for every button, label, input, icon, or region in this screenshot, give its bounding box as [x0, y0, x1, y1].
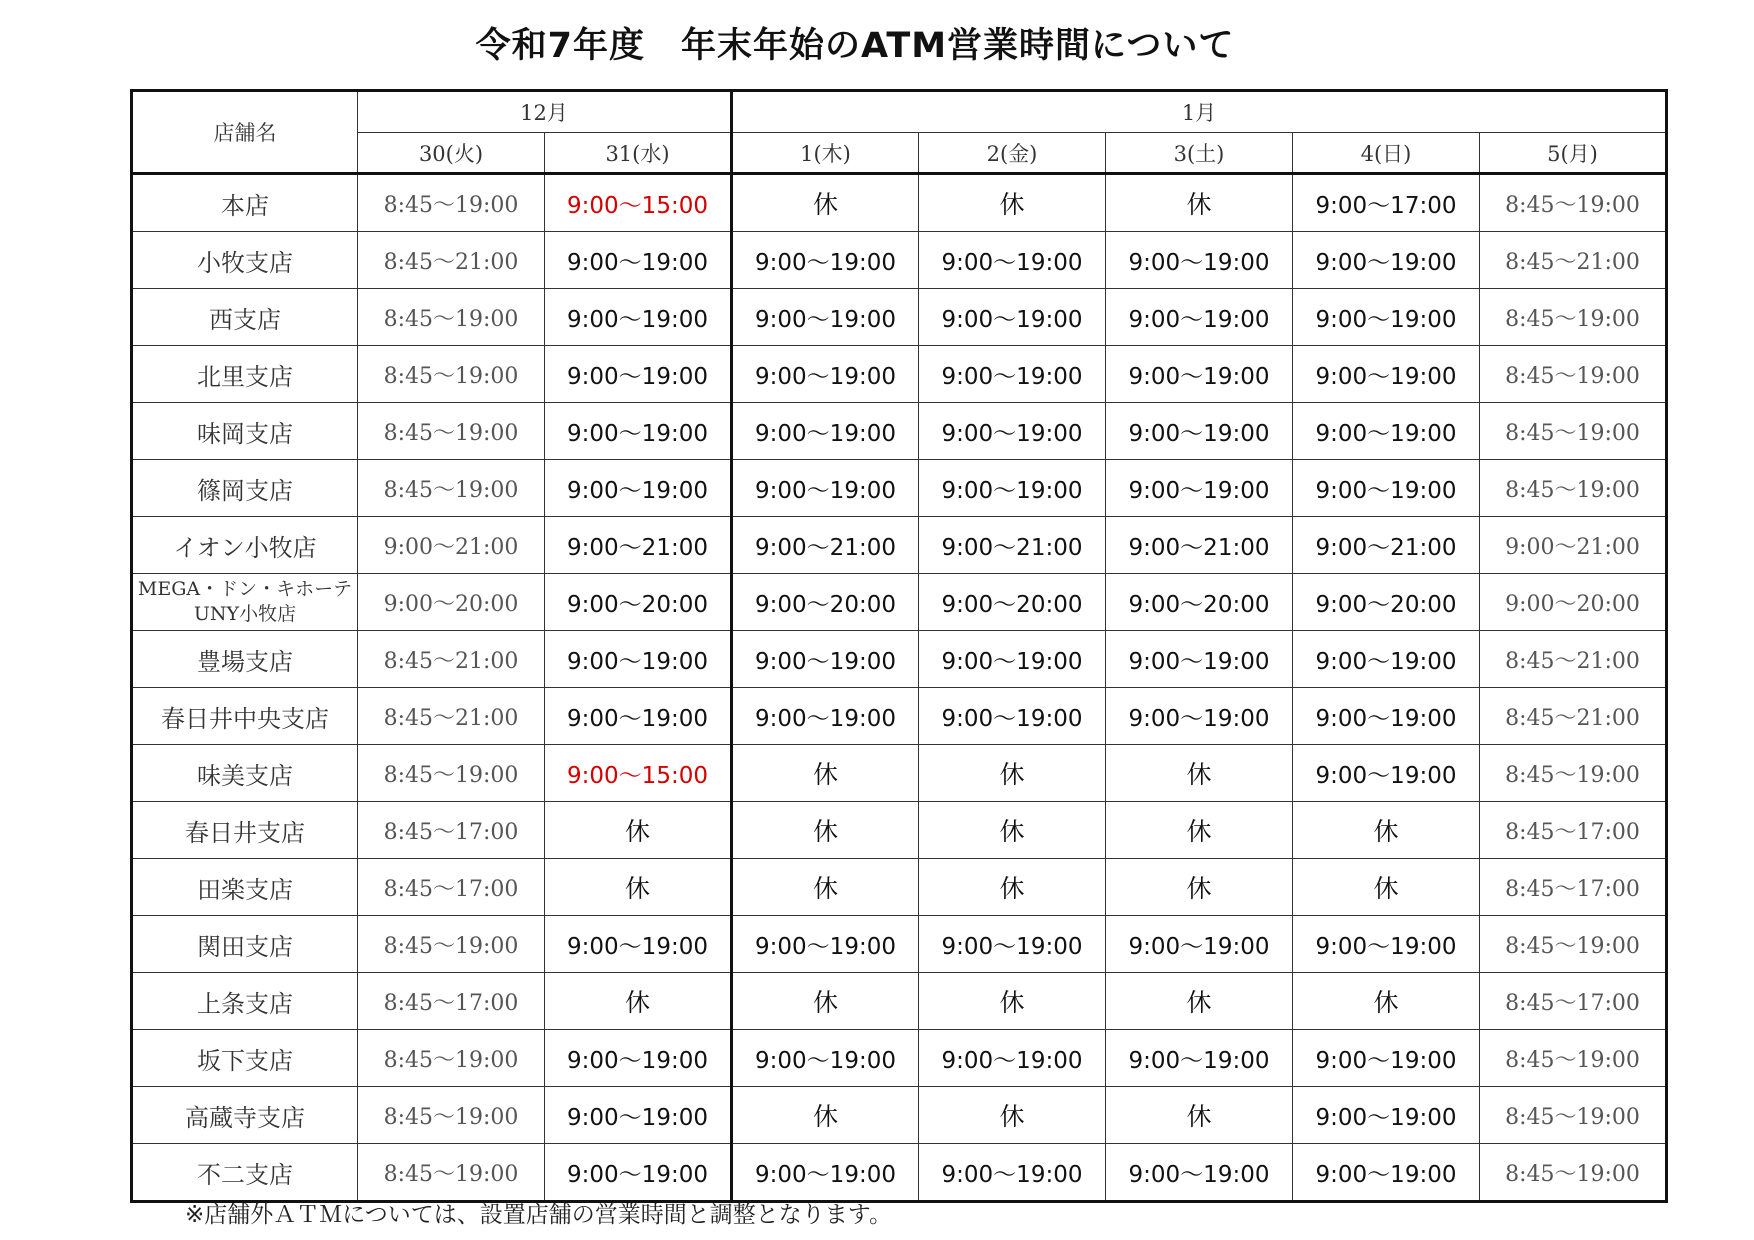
closed-cell: 休: [545, 973, 732, 1030]
day-header: 4(日): [1293, 133, 1480, 174]
month-header-january: 1月: [732, 91, 1667, 133]
hours-cell: 9:00～20:00: [1293, 574, 1480, 631]
hours-cell: 9:00～19:00: [1293, 460, 1480, 517]
hours-cell: 9:00～19:00: [732, 289, 919, 346]
hours-cell: 9:00～19:00: [1106, 346, 1293, 403]
hours-cell: 9:00～21:00: [1293, 517, 1480, 574]
hours-cell: 9:00～21:00: [1480, 517, 1667, 574]
month-header-row: [132, 91, 1667, 133]
hours-cell: 9:00～19:00: [1106, 289, 1293, 346]
table-row: [132, 1144, 1667, 1202]
hours-cell: 9:00～21:00: [919, 517, 1106, 574]
hours-cell: 8:45～19:00: [1480, 1144, 1667, 1202]
hours-cell: 9:00～19:00: [919, 346, 1106, 403]
hours-cell: 8:45～21:00: [1480, 232, 1667, 289]
footnote: ※店舗外ＡＴＭについては、設置店舗の営業時間と調整となります。: [185, 1202, 892, 1228]
hours-cell: 9:00～19:00: [1106, 232, 1293, 289]
closed-cell: 休: [919, 973, 1106, 1030]
table-row: [132, 460, 1667, 517]
store-name-cell: 豊場支店: [132, 631, 358, 688]
hours-cell: 9:00～19:00: [1106, 1144, 1293, 1202]
hours-cell: 8:45～19:00: [1480, 1087, 1667, 1144]
closed-cell: 休: [732, 802, 919, 859]
hours-cell: 9:00～19:00: [732, 232, 919, 289]
table-row: [132, 346, 1667, 403]
hours-cell: 8:45～17:00: [358, 802, 545, 859]
hours-cell: 8:45～19:00: [1480, 289, 1667, 346]
closed-cell: 休: [1106, 802, 1293, 859]
hours-cell: 9:00～19:00: [919, 460, 1106, 517]
closed-cell: 休: [1293, 802, 1480, 859]
hours-cell: 9:00～19:00: [1293, 1087, 1480, 1144]
hours-cell: 8:45～21:00: [1480, 688, 1667, 745]
table-row: [132, 403, 1667, 460]
hours-cell: 9:00～19:00: [919, 916, 1106, 973]
hours-cell: 9:00～19:00: [545, 460, 732, 517]
hours-cell: 9:00～19:00: [1293, 346, 1480, 403]
day-header-row: [132, 133, 1667, 174]
hours-cell: 8:45～19:00: [358, 174, 545, 232]
closed-cell: 休: [1293, 973, 1480, 1030]
closed-cell: 休: [919, 745, 1106, 802]
table-row: [132, 174, 1667, 232]
hours-cell: 9:00～17:00: [1293, 174, 1480, 232]
hours-cell: 9:00～20:00: [545, 574, 732, 631]
closed-cell: 休: [919, 1087, 1106, 1144]
day-header: 30(火): [358, 133, 545, 174]
table-row: [132, 232, 1667, 289]
hours-cell: 8:45～19:00: [358, 346, 545, 403]
store-name-header: 店舗名: [132, 91, 358, 174]
table-row: [132, 1087, 1667, 1144]
hours-cell: 9:00～15:00: [545, 174, 732, 232]
hours-cell: 9:00～19:00: [1106, 916, 1293, 973]
hours-cell: 8:45～19:00: [1480, 174, 1667, 232]
hours-cell: 8:45～17:00: [1480, 859, 1667, 916]
hours-cell: 9:00～19:00: [1293, 631, 1480, 688]
hours-cell: 9:00～20:00: [1106, 574, 1293, 631]
closed-cell: 休: [732, 745, 919, 802]
hours-cell: 9:00～19:00: [1293, 745, 1480, 802]
hours-cell: 9:00～19:00: [1106, 403, 1293, 460]
hours-cell: 9:00～21:00: [358, 517, 545, 574]
hours-cell: 8:45～19:00: [358, 1144, 545, 1202]
hours-cell: 9:00～19:00: [1106, 460, 1293, 517]
hours-cell: 9:00～19:00: [732, 1030, 919, 1087]
closed-cell: 休: [919, 174, 1106, 232]
hours-cell: 9:00～19:00: [732, 631, 919, 688]
store-name-cell: 味岡支店: [132, 403, 358, 460]
hours-cell: 9:00～19:00: [545, 403, 732, 460]
closed-cell: 休: [545, 802, 732, 859]
table-row: [132, 688, 1667, 745]
hours-cell: 9:00～19:00: [1293, 1144, 1480, 1202]
hours-cell: 9:00～21:00: [545, 517, 732, 574]
hours-cell: 9:00～19:00: [919, 1144, 1106, 1202]
hours-cell: 9:00～19:00: [732, 403, 919, 460]
hours-cell: 9:00～19:00: [545, 1087, 732, 1144]
hours-cell: 9:00～19:00: [732, 1144, 919, 1202]
table-row: [132, 574, 1667, 631]
store-name-cell: 春日井中央支店: [132, 688, 358, 745]
closed-cell: 休: [1106, 973, 1293, 1030]
hours-cell: 8:45～17:00: [358, 859, 545, 916]
hours-cell: 9:00～19:00: [919, 289, 1106, 346]
store-name-cell: 味美支店: [132, 745, 358, 802]
table-row: [132, 973, 1667, 1030]
closed-cell: 休: [1293, 859, 1480, 916]
hours-cell: 8:45～21:00: [1480, 631, 1667, 688]
hours-cell: 8:45～19:00: [358, 1087, 545, 1144]
hours-cell: 9:00～21:00: [732, 517, 919, 574]
hours-cell: 9:00～20:00: [732, 574, 919, 631]
hours-cell: 9:00～19:00: [1293, 1030, 1480, 1087]
hours-cell: 8:45～19:00: [1480, 346, 1667, 403]
store-name-cell: 不二支店: [132, 1144, 358, 1202]
hours-cell: 9:00～19:00: [545, 1144, 732, 1202]
hours-cell: 8:45～19:00: [358, 403, 545, 460]
store-name-cell: 高蔵寺支店: [132, 1087, 358, 1144]
day-header: 3(土): [1106, 133, 1293, 174]
day-header: 1(木): [732, 133, 919, 174]
table-row: [132, 745, 1667, 802]
hours-cell: 8:45～17:00: [358, 973, 545, 1030]
store-name-cell: 西支店: [132, 289, 358, 346]
hours-cell: 9:00～21:00: [1106, 517, 1293, 574]
hours-cell: 9:00～19:00: [919, 688, 1106, 745]
hours-cell: 9:00～19:00: [545, 688, 732, 745]
hours-cell: 9:00～19:00: [1106, 688, 1293, 745]
hours-cell: 9:00～19:00: [919, 631, 1106, 688]
hours-cell: 9:00～19:00: [1293, 916, 1480, 973]
hours-cell: 9:00～20:00: [358, 574, 545, 631]
day-header: 2(金): [919, 133, 1106, 174]
hours-cell: 9:00～19:00: [919, 1030, 1106, 1087]
closed-cell: 休: [732, 859, 919, 916]
hours-cell: 9:00～19:00: [1293, 403, 1480, 460]
store-name-cell: 上条支店: [132, 973, 358, 1030]
hours-cell: 8:45～19:00: [358, 1030, 545, 1087]
closed-cell: 休: [1106, 1087, 1293, 1144]
hours-cell: 9:00～19:00: [732, 346, 919, 403]
store-name-cell: 篠岡支店: [132, 460, 358, 517]
hours-cell: 8:45～19:00: [358, 916, 545, 973]
hours-cell: 9:00～19:00: [1293, 289, 1480, 346]
day-header: 31(水): [545, 133, 732, 174]
hours-cell: 9:00～19:00: [919, 232, 1106, 289]
hours-cell: 9:00～20:00: [1480, 574, 1667, 631]
store-name-cell: 小牧支店: [132, 232, 358, 289]
hours-cell: 9:00～19:00: [545, 631, 732, 688]
hours-cell: 9:00～19:00: [1293, 688, 1480, 745]
store-name-cell: 田楽支店: [132, 859, 358, 916]
hours-cell: 8:45～19:00: [1480, 403, 1667, 460]
day-header: 5(月): [1480, 133, 1667, 174]
hours-cell: 9:00～19:00: [545, 232, 732, 289]
hours-cell: 9:00～19:00: [732, 688, 919, 745]
page-title: 令和7年度 年末年始のATM営業時間について: [475, 26, 1235, 66]
hours-cell: 9:00～19:00: [1293, 232, 1480, 289]
hours-cell: 9:00～19:00: [545, 916, 732, 973]
closed-cell: 休: [919, 859, 1106, 916]
hours-cell: 9:00～19:00: [732, 916, 919, 973]
store-name-cell: イオン小牧店: [132, 517, 358, 574]
hours-cell: 9:00～19:00: [1106, 631, 1293, 688]
hours-cell: 9:00～20:00: [919, 574, 1106, 631]
hours-cell: 9:00～19:00: [545, 346, 732, 403]
hours-cell: 8:45～19:00: [1480, 916, 1667, 973]
hours-cell: 9:00～15:00: [545, 745, 732, 802]
hours-cell: 8:45～21:00: [358, 631, 545, 688]
table-row: [132, 289, 1667, 346]
hours-cell: 8:45～21:00: [358, 232, 545, 289]
hours-cell: 8:45～19:00: [358, 460, 545, 517]
table-row: [132, 1030, 1667, 1087]
closed-cell: 休: [732, 174, 919, 232]
store-name-cell: MEGA・ドン・キホーテUNY小牧店: [132, 574, 358, 631]
table-row: [132, 916, 1667, 973]
hours-cell: 9:00～19:00: [732, 460, 919, 517]
store-name-cell: 関田支店: [132, 916, 358, 973]
closed-cell: 休: [732, 1087, 919, 1144]
closed-cell: 休: [1106, 745, 1293, 802]
closed-cell: 休: [919, 802, 1106, 859]
table-row: [132, 631, 1667, 688]
store-name-cell: 春日井支店: [132, 802, 358, 859]
hours-cell: 8:45～19:00: [1480, 1030, 1667, 1087]
hours-cell: 9:00～19:00: [545, 289, 732, 346]
closed-cell: 休: [1106, 174, 1293, 232]
hours-cell: 9:00～19:00: [1106, 1030, 1293, 1087]
atm-hours-table: [130, 89, 1668, 1203]
table-row: [132, 802, 1667, 859]
schedule-body: [132, 174, 1667, 1202]
store-name-cell: 本店: [132, 174, 358, 232]
table-row: [132, 859, 1667, 916]
closed-cell: 休: [545, 859, 732, 916]
store-name-cell: 坂下支店: [132, 1030, 358, 1087]
hours-cell: 9:00～19:00: [919, 403, 1106, 460]
closed-cell: 休: [732, 973, 919, 1030]
hours-cell: 8:45～19:00: [358, 289, 545, 346]
hours-cell: 8:45～17:00: [1480, 973, 1667, 1030]
closed-cell: 休: [1106, 859, 1293, 916]
hours-cell: 8:45～19:00: [358, 745, 545, 802]
month-header-december: 12月: [358, 91, 732, 133]
table-row: [132, 517, 1667, 574]
hours-cell: 9:00～19:00: [545, 1030, 732, 1087]
store-name-cell: 北里支店: [132, 346, 358, 403]
hours-cell: 8:45～19:00: [1480, 745, 1667, 802]
hours-cell: 8:45～17:00: [1480, 802, 1667, 859]
hours-cell: 8:45～21:00: [358, 688, 545, 745]
hours-cell: 8:45～19:00: [1480, 460, 1667, 517]
